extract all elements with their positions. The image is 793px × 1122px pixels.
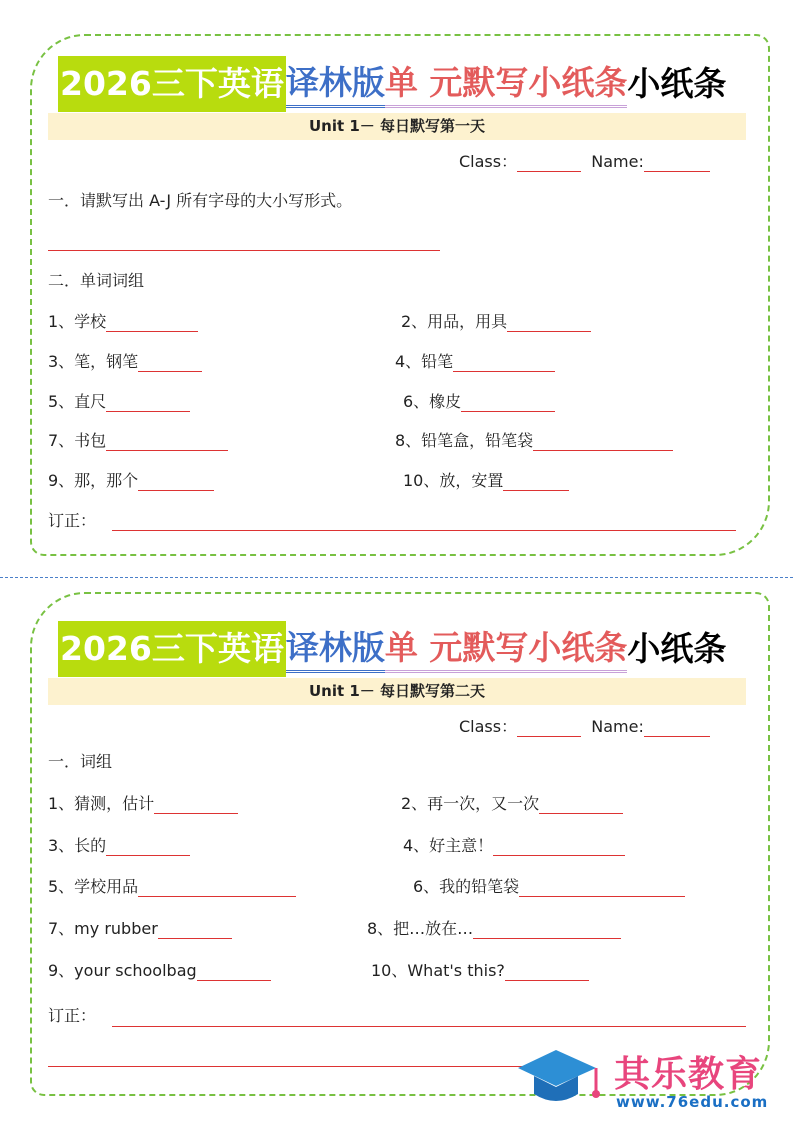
brand-logo-text: 其乐教育 [614,1054,763,1095]
answer-blank[interactable] [158,922,232,939]
answer-blank[interactable] [154,797,238,814]
word-item-8: 8、铅笔盒，铅笔袋 [395,431,673,451]
answer-blank[interactable] [539,797,623,814]
word-item-1: 1、学校 [48,312,198,332]
answer-blank[interactable] [507,315,591,332]
answer-blank[interactable] [106,395,190,412]
name-blank[interactable] [644,720,710,737]
correction-line[interactable] [112,530,736,531]
title-part-year: 2026三下英语 [58,621,286,677]
answer-blank[interactable] [138,880,296,897]
unit-heading: Unit 1－ 每日默写第一天 [48,113,746,140]
phrase-item-2: 2、再一次，又一次 [401,794,623,814]
word-item-10: 10、放，安置 [403,471,569,491]
answer-blank[interactable] [106,315,198,332]
title-part-edition: 译林版 [286,626,385,673]
section-phrases-heading: 一．词组 [48,752,113,771]
phrase-item-3: 3、长的 [48,836,190,856]
answer-blank[interactable] [453,355,555,372]
correction-label: 订正： [48,511,97,530]
phrase-item-4: 4、好主意！ [403,836,625,856]
word-item-3: 3、笔，钢笔 [48,352,202,372]
word-item-6: 6、橡皮 [403,392,555,412]
section-letters-prompt: 一．请默写出 A-J 所有字母的大小写形式。 [48,191,353,210]
answer-blank[interactable] [138,474,214,491]
name-blank[interactable] [644,155,710,172]
class-name-line [459,152,710,172]
answer-blank[interactable] [138,355,202,372]
title-part-subject: 单 元默写小纸条 [385,61,628,108]
word-item-5: 5、直尺 [48,392,190,412]
answer-blank[interactable] [461,395,555,412]
word-item-2: 2、用品，用具 [401,312,591,332]
class-label: Class： [459,717,518,736]
answer-blank[interactable] [106,839,190,856]
name-label: Name: [591,152,644,171]
correction-line-2[interactable] [48,1066,538,1067]
section-words-heading: 二．单词词组 [48,271,145,290]
answer-blank[interactable] [503,474,569,491]
phrase-item-9: 9、your schoolbag [48,961,271,981]
worksheet-title [58,621,726,677]
answer-blank[interactable] [493,839,625,856]
answer-blank[interactable] [106,434,228,451]
brand-url: www.76edu.com [616,1093,769,1111]
answer-blank[interactable] [197,964,271,981]
class-label: Class： [459,152,518,171]
unit-heading: Unit 1－ 每日默写第二天 [48,678,746,705]
worksheet-title [58,56,726,112]
title-part-year: 2026三下英语 [58,56,286,112]
word-item-7: 7、书包 [48,431,228,451]
phrase-item-10: 10、What's this? [371,961,589,981]
word-item-4: 4、铅笔 [395,352,555,372]
answer-blank[interactable] [505,964,589,981]
cut-line [0,577,793,578]
name-label: Name: [591,717,644,736]
answer-blank[interactable] [519,880,685,897]
title-part-suffix: 小纸条 [627,64,727,103]
phrase-item-1: 1、猜测，估计 [48,794,238,814]
phrase-item-5: 5、学校用品 [48,877,296,897]
word-item-9: 9、那，那个 [48,471,214,491]
phrase-item-6: 6、我的铅笔袋 [413,877,685,897]
correction-label: 订正： [48,1006,97,1025]
phrase-item-8: 8、把…放在… [367,919,621,939]
phrase-item-7: 7、my rubber [48,919,232,939]
class-blank[interactable] [517,155,581,172]
letters-answer-line[interactable] [48,250,440,251]
correction-line[interactable] [112,1026,746,1027]
answer-blank[interactable] [533,434,673,451]
title-part-suffix: 小纸条 [627,629,727,668]
title-part-subject: 单 元默写小纸条 [385,626,628,673]
answer-blank[interactable] [473,922,621,939]
class-name-line [459,717,710,737]
class-blank[interactable] [517,720,581,737]
title-part-edition: 译林版 [286,61,385,108]
